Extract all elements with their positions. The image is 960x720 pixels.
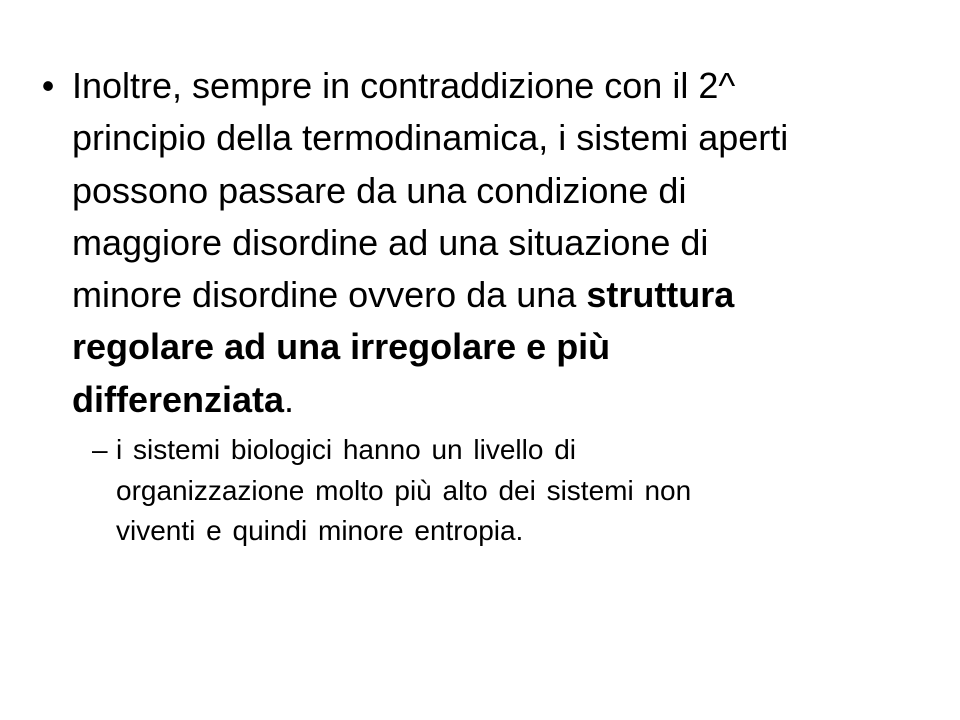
main-bullet-line-7: [72, 374, 884, 426]
main-bullet-line-7-regular: .: [284, 378, 295, 420]
sub-bullet-line-1: i sistemi biologici hanno un livello di: [116, 434, 577, 465]
main-bullet-line-5-bold: struttura: [586, 274, 735, 316]
sub-bullet-item: [92, 430, 912, 552]
main-bullet-line-4: maggiore disordine ad una situazione di: [72, 221, 709, 263]
main-bullet-line-5: [72, 269, 884, 321]
main-bullet-line-6: regolare ad una irregolare e più: [72, 326, 611, 368]
sub-bullet-line-2: organizzazione molto più alto dei sistemi non: [116, 474, 692, 506]
main-bullet-line-2: principio della termodinamica, i sistemi aperti: [72, 117, 789, 159]
main-bullet-line-3: possono passare da una condizione di: [72, 169, 687, 211]
sub-bullet-line-3: viventi e quindi minore entropia.: [116, 515, 524, 546]
main-bullet-line-7-bold: differenziata: [72, 378, 285, 420]
main-bullet-line-1: Inoltre, sempre in contraddizione con il 2^: [72, 65, 736, 106]
main-bullet-line-5-regular: minore disordine ovvero da una: [72, 274, 587, 316]
main-bullet-item: [24, 60, 924, 426]
sub-bullet-text: [116, 430, 816, 552]
sub-bullet-marker: –: [92, 434, 108, 465]
main-bullet-text: [72, 60, 884, 426]
bullet-marker: •: [41, 65, 55, 106]
